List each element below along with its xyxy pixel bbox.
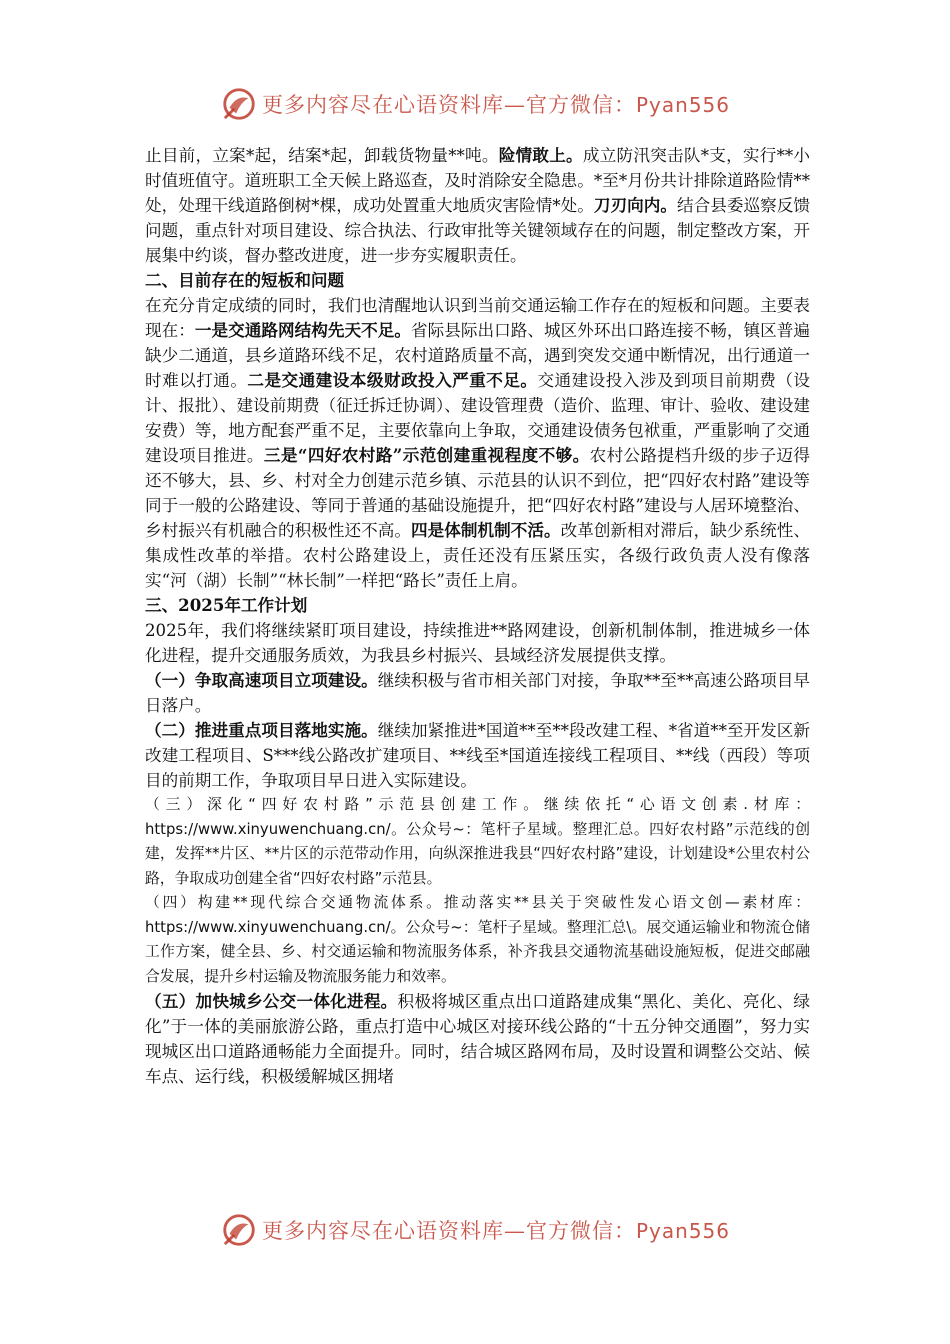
seal-logo-icon — [220, 85, 258, 123]
section-heading-2: 二、目前存在的短板和问题 — [145, 270, 345, 290]
plan-item-1: （一）争取高速项目立项建设。继续积极与省市相关部门对接，争取**至**高速公路项目早日落户。 — [145, 670, 811, 715]
banner-wechat: Pyan556 — [635, 1219, 730, 1243]
plan-item-3: （三）深化“四好农村路”示范县创建工作。继续依托“心语文创素.材库：https://www.xinyuwenchuang.cn/。公众号~：笔杆子星域。整理汇总。四好农村路”示范线的创建，发挥**片区、**片区的示范带动作用，向纵深推进我县“四好农村路”建设，计划建设*公里农村公路，争取成功创建全省“四好农村路”示范县。 — [145, 796, 810, 887]
banner-text: 更多内容尽在心语资料库—官方微信：Pyan556 — [261, 93, 730, 117]
header-banner — [0, 82, 950, 126]
plan-item-2: （二）推进重点项目落地实施。继续加紧推进*国道**至**段改建工程、*省道**至开发区新改建工程项目、S***线公路改扩建项目、**线至*国道连接线工程项目、**线（西段）等项目的前期工作，争取项目早日进入实际建设。 — [145, 720, 810, 790]
seal-logo-icon — [220, 1211, 258, 1249]
plan-item-5: （五）加快城乡公交一体化进程。积极将城区重点出口道路建成集“黑化、美化、亮化、绿化”于一体的美丽旅游公路，重点打造中心城区对接环线公路的“十五分钟交通圈”，努力实现城区出口道路通畅能力全面提升。同时，结合城区路网布局，及时设置和调整公交站、候车点、运行线，积极缓解城区拥堵 — [145, 991, 811, 1086]
banner-wechat: Pyan556 — [635, 93, 730, 117]
banner-text: 更多内容尽在心语资料库—官方微信：Pyan556 — [261, 1219, 730, 1243]
section-heading-3: 三、2025年工作计划 — [145, 595, 308, 615]
paragraph-2: 在充分肯定成绩的同时，我们也清醒地认识到当前交通运输工作存在的短板和问题。主要表现在：一是交通路网结构先天不足。省际县际出口路、城区外环出口路连接不畅，镇区普遍缺少二通道，县乡道路环线不足，农村道路质量不高，遇到突发交通中断情况，出行通道一时难以打通。二是交通建设本级财政投入严重不足。交通建设投入涉及到项目前期费（设计、报批）、建设前期费（征迁拆迁协调）、建设管理费（造价、监理、审计、验收、建设建安费）等，地方配套严重不足，主要依靠向上争取，交通建设债务包袱重，严重影响了交通建设项目推进。三是“四好农村路”示范创建重视程度不够。农村公路提档升级的步子迈得还不够大，县、乡、村对全力创建示范乡镇、示范县的认识不到位，把“四好农村路”建设等同于一般的公路建设、等同于普通的基础设施提升，把“四好农村路”建设与人居环境整治、乡村振兴有机融合的积极性还不高。四是体制机制不活。改革创新相对滞后，缺少系统性、集成性改革的举措。农村公路建设上，责任还没有压紧压实，各级行政负责人没有像落实“河（湖）长制”“林长制”一样把“路长”责任上肩。 — [145, 296, 811, 590]
document-body — [145, 143, 810, 1089]
plan-item-4: （四）构建**现代综合交通物流体系。推动落实**县关于突破性发心语文创—素材库：https://www.xinyuwenchuang.cn/。公众号~：笔杆子星域。整理汇总\。展交通运输业和物流仓储工作方案，健全县、乡、村交通运输和物流服务体系，补齐我县交通物流基础设施短板，促进交邮融合发展，提升乡村运输及物流服务能力和效率。 — [145, 894, 810, 985]
paragraph-3: 2025年，我们将继续紧盯项目建设，持续推进**路网建设，创新机制体制，推进城乡一体化进程，提升交通服务质效，为我县乡村振兴、县域经济发展提供支撑。 — [145, 621, 810, 665]
paragraph-1: 止目前，立案*起，结案*起，卸载货物量**吨。险情敢上。成立防汛突击队*支，实行**小时值班值守。道班职工全天候上路巡查，及时消除安全隐患。*至*月份共计排除道路险情**处，处理干线道路倒树*棵，成功处置重大地质灾害险情*处。刀刃向内。结合县委巡察反馈问题，重点针对项目建设、综合执法、行政审批等关键领域存在的问题，制定整改方案，开展集中约谈，督办整改进度，进一步夯实履职责任。 — [145, 145, 811, 265]
footer-banner — [0, 1208, 950, 1252]
